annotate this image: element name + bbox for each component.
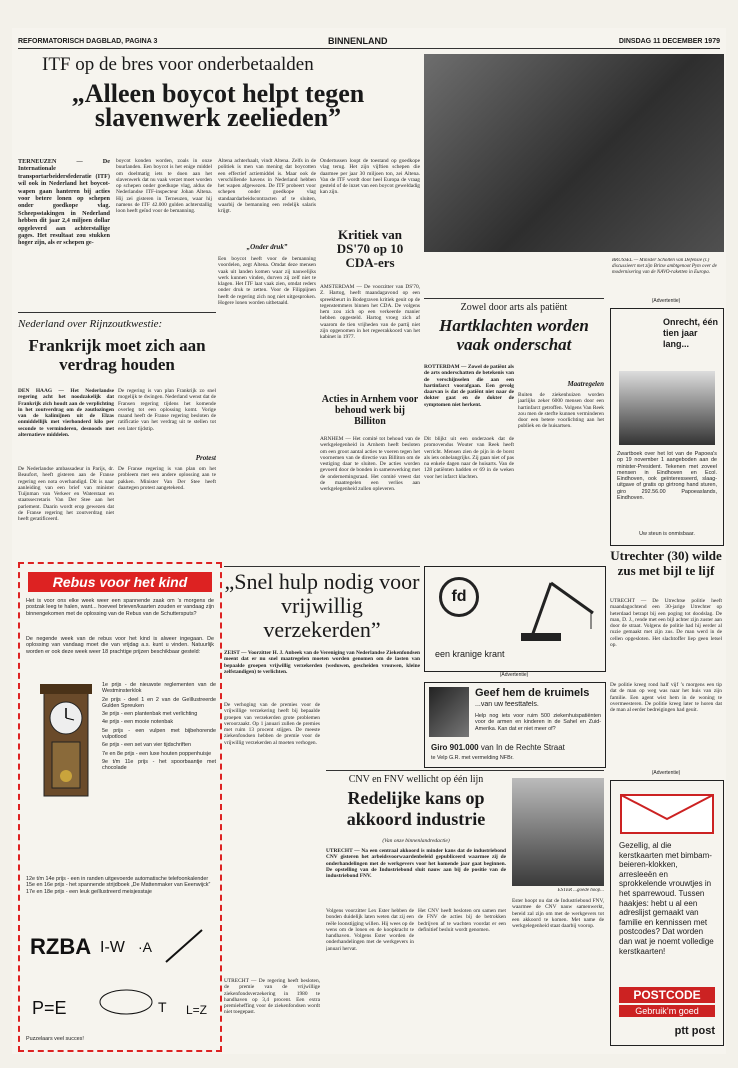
prize-item: 15e en 16e prijs - het spannende strijdboek „De Mattenmaker van Eeenwijck” <box>26 882 211 889</box>
lead-body-2: Altena achterhaalt, vindt Altena. Zelfs in de politiek is men van mening dat boycotten een effectief actiemiddel is. Maar ook de verschillende havens in Nederland hebben het wapen afgewezen. De ITF probeert voor schepen onder goedkope vlag standaardarbeidscontracten af te sluiten, waarbij de bemanning een redelijk salaris krijgt. <box>218 158 316 215</box>
cnv-headline: Redelijke kans op akkoord industrie <box>346 788 486 829</box>
snel-body: De verhoging van de premies voor de vrijwillige verzekering heeft bij bepaalde groepen van verzekerden grote problemen veroorzaakt. Op 1 januari zullen de premies met ruim 13 procent stijgen. De meeste ziekenfondsen hebben de premie voor de vrijwillig verzekerden al moeten verhogen. <box>224 702 320 746</box>
prize-item: 6e prijs - een set van vier tijdschriften <box>102 742 191 749</box>
kranige-ad-logo: fd <box>439 577 479 617</box>
kruimels-giro-number: Giro 901.000 <box>431 743 479 752</box>
cnv-body-2: Het CNV heeft besloten om samen met de FNV de acties bij de betrokken bedrijven af te wachten voordat er een definitief besluit wordt genomen. <box>418 908 506 933</box>
ministers-photo <box>424 54 724 252</box>
westminster-clock-image <box>36 684 96 804</box>
svg-text:RZBA: RZBA <box>30 934 92 959</box>
hart-body-2: Buiten de ziekenhuizen worden jaarlijks zeker 6000 mensen door een hartinfarct getroffen. Volgens Van Reek zou men de sterfte kunnen verminderen door een betere voorlichting aan het publiek en de huisartsen. <box>518 392 604 430</box>
onrecht-ad-title: Onrecht, één tien jaar lang... <box>663 317 719 349</box>
hart-body: Dit blijkt uit een onderzoek dat de promovendus Wouter van Reek heeft verricht. Mensen zien de pijn in de borst als iets onbelangrijks. Zij gaan niet of pas na enkele dagen naar de huisarts. Van de 128 patiënten hadden er 69 in de weken voor het infarct klachten. <box>424 436 514 480</box>
snel-headline: „Snel hulp nodig voor vrijwillig verzekerden” <box>224 570 420 642</box>
crane-icon <box>521 573 597 643</box>
frankrijk-body-2: De regering is van plan Frankrijk zo snel mogelijk te dwingen. Nederland wenst dat de Fransen regering tijdens het komende overleg tot een oplossing komt. Vorige maand heeft de Franse regering besloten de ratificatie van het verdrag uit te stellen tot een later tijdstip. <box>118 388 216 432</box>
hart-headline: Hartklachten worden vaak onderschat <box>439 316 589 354</box>
rebus-body: De negende week van de rebus voor het kind is alweer ingegaan. De oplossing van vandaag moet die van vrijdag a.s. kunt u vinden. Natuurlijk worden er ook deze week weer 18 prachtige prijzen beschikbaar gesteld: <box>26 636 214 655</box>
svg-text:P=E: P=E <box>32 998 67 1018</box>
prize-item: 4e prijs - een mooie notenbak <box>102 719 174 726</box>
envelope-image <box>619 789 715 835</box>
frankrijk-kicker: Nederland over Rijnzoutkwestie: <box>18 318 163 330</box>
lead-body-1: boycot konden worden, zoals in onze buurlanden. Een boycot is het enige middel om doelmatig iets te doen aan het slavenwerk dat nu vaak verzet moet worden op schepen onder goedkope vlag, aldus de Nederlandse ITF-inspecteur Johan Altena. Hij zei gisteren in Terneuzen, waar hij namens de ITF 42.000 gulden achterstallig loon heeft geïnd voor de bemanning. <box>116 158 212 215</box>
cnv-body-3: Ester hoopt nu dat de Industriebond FNV, waarmee de CNV nauw samenwerkt, bereid zal zijn om met de werkgevers tot een akkoord te komen. Met name de werkgelegenheid staat daarbij voorop. <box>512 898 604 930</box>
svg-text:·A: ·A <box>138 939 152 955</box>
cnv-intro: UTRECHT — Na een centraal akkoord is minder kans dat de industriebond CNV gisteren het arbeidsvoorwaardenbeleid gepubliceerd waarmee zij de onderhandelingen met de werkgevers voor het komende jaar gaat beginnen. De opstelling van de Industriebond sluit nauw aan bij de positie van de industriebond FNV. <box>326 848 506 880</box>
prize-item: 3e prijs - een plantenbak met verlichting <box>102 711 198 718</box>
lead-kicker: ITF op de bres voor onderbetaalden <box>42 54 314 75</box>
kruimels-ad-giro <box>431 743 601 755</box>
newspaper-page <box>12 28 726 1054</box>
ester-portrait <box>512 778 604 886</box>
kruimels-ad-body: Help nog iets voor ruim 500 ziekenhuispatiënten voor de armen en kinderen in de Sahel en Zuid-Amerika. Kan dat er niet meer of? <box>475 713 601 732</box>
onrecht-ad-footer: Uw steun is onmisbaar. <box>639 531 695 537</box>
prize-item: 7e en 8e prijs - een luxe houten poppenhuisje <box>102 750 212 757</box>
ptt-logo: ptt post <box>674 1025 715 1037</box>
kruimels-ad <box>424 682 606 768</box>
onrecht-ad <box>610 308 724 546</box>
clock-icon <box>36 684 96 804</box>
frankrijk-subhead: Protest <box>195 454 216 462</box>
frankrijk-headline: Frankrijk moet zich aan verdrag houden <box>28 336 206 374</box>
lead-body-3: Een boycot heeft voor de bemanning voordelen, zegt Altena. Omdat deze mensen vaak uit landen komen waar zij nauwelijks werk kunnen vinden, durven zij zelf niet te klagen. Het ITF laat vaak zien, omdat reders onder druk te zetten. Voor de Filippijnen heeft de regering zich nog niet uitgesproken. Hogere lonen worden uitbetaald. <box>218 256 316 307</box>
header-section: BINNENLAND <box>328 36 388 46</box>
kruimels-ad-sub: te Velp G.R. met vermelding NFBr. <box>431 755 514 761</box>
kranige-ad <box>424 566 606 672</box>
onrecht-ad-image <box>619 371 715 445</box>
cnv-kicker: CNV en FNV wellicht op één lijn <box>348 774 484 785</box>
kruimels-giro-name: van In de Rechte Straat <box>480 743 565 752</box>
postcode-ad <box>610 780 724 1046</box>
gezellig-ad-tag: (Advertentie) <box>651 770 681 776</box>
cnv-byline: (Van onze binnenlandredactie) <box>382 838 450 844</box>
snel-body-2: UTRECHT — De regering heeft besloten, de premie van de vrijwillige ziekenfondsverzekering in 1980 te handhaven op 3,4 procent. Een extra premieheffing voor de ziekenfondsen wordt niet toegepast. <box>224 978 320 1016</box>
lead-body-4: Ondertussen loopt de toestand op goedkope vlag terug. Het zijn vijftien schepen die daarmee per jaar 30 miljoen ton, zei Altena. Van de ITF wordt door heel Europa de vraag gesteld of de inzet van een boycot geweldadig kan zijn. <box>320 158 420 196</box>
rebus-footer: Puzzelaars veel succes! <box>26 1036 84 1042</box>
crane-image <box>521 573 597 643</box>
prize-item: 5e prijs - een vulpen met bijbehorende vulpotlood <box>102 727 216 741</box>
utrechter-body-2: De politie kreeg rond half vijf ’s morgens een tip dat de man op weg was naar het huis van zijn familie. Een agent wist hem in de woning te overmeesteren. De politie kreeg later te horen dat de man al eerder bedreigingen had geuit. <box>610 682 722 714</box>
kritiek-headline: Kritiek van DS'70 op 10 CDA-ers <box>336 228 404 270</box>
hart-subhead: Maatregelen <box>567 380 604 388</box>
lead-subhead: „Onder druk” <box>246 243 288 251</box>
kranige-ad-tag: (Advertentie) <box>499 672 529 678</box>
rebus-drawing-icon <box>26 922 214 1032</box>
svg-text:L=Z: L=Z <box>186 1003 208 1017</box>
kruimels-ad-image <box>429 687 469 737</box>
prize-item: 9e t/m 11e prijs - het spoorbaantje met chocolade <box>102 758 216 772</box>
prize-item: 2e prijs - deel 1 en 2 van de Geïllustreerde Gulden Spreuken <box>102 696 216 709</box>
hart-intro: ROTTERDAM — Zowel de patiënt als de arts onderschatten de betekenis van de verschijnselen die aan een hartinfarct voorafgaan. Een gevolg daarvan is dat de patiënt niet naar de dokter gaat en de dokter de symptomen niet herkent. <box>424 364 514 408</box>
kranige-ad-slogan: een kranige krant <box>435 649 505 659</box>
rebus-prize-list <box>102 682 216 872</box>
header-left: REFORMATORISCH DAGBLAD, PAGINA 3 <box>18 38 158 45</box>
onrecht-ad-tag: (Advertentie) <box>651 298 681 304</box>
postcode-logo: POSTCODE <box>619 987 715 1003</box>
kruimels-ad-subheadline: ...van uw feesttafels. <box>475 701 539 708</box>
page-header <box>18 36 720 49</box>
svg-text:T: T <box>158 999 167 1015</box>
acties-body: ARNHEM — Het comité tot behoud van de werkgelegenheid in Arnhem heeft besloten om een groot aantal acties te voeren tegen het voornemen van de directie van Billiton om de vestiging daar te sluiten. De acties worden gevoerd door de bonden in samenwerking met de ondernemingsraad. Het comité vreest dat de maatregelen een verlies aan werkgelegenheid zullen opleveren. <box>320 436 420 493</box>
kruimels-ad-headline: Geef hem de kruimels <box>475 687 590 699</box>
rebus-intro: Het is voor ons elke week weer een spannende zaak om ’s morgens de postzak leeg te halen, want... hoeveel brieven/kaarten zouden er vandaag zijn binnengekomen met de oplossing van de Rebus van de Schuttersputs? <box>26 598 214 617</box>
lead-intro: TERNEUZEN — De Internationale transportarbeidersfederatie (ITF) wil ook in Nederland het boycot-wapen gaan hanteren bij acties voor betere lonen op schepen onder goedkope vlag. Scheepsstakingen in Nederland hebben dit jaar 2,4 miljoen dollar opgeleverd aan achterstallige gages. Het resultaat zou stukken hoger zijn, als er schepen ge- <box>18 158 110 247</box>
hart-kicker: Zowel door arts als patiënt <box>460 302 568 313</box>
envelope-icon <box>619 789 715 835</box>
rebus-title: Rebus voor het kind <box>28 572 212 592</box>
prize-item: 1e prijs - de nieuwste reglementen van de Westminsterklok <box>102 682 216 695</box>
rebus-puzzle-image <box>26 922 214 1032</box>
kritiek-body: AMSTERDAM — De voorzitter van DS'70, Z. Hartog, heeft maandagavond op een spreekbeurt in Bodegraven kritiek geuit op de tegenstemmers binnen het CDA. De volgens hem zou zich op een verkeerde manier hebben opgesteld. Hartog vroeg zich af waarom de tien vrijheden van de partij niet zijn opgenomen in het regeerakkoord van het kabinet in 1977. <box>320 284 420 341</box>
frankrijk-body-3: De Franse regering is van plan om het probleem met een andere oplossing aan te pakken. Minister Van Der Stee heeft daartegen protest aangetekend. <box>118 466 216 491</box>
ester-caption: ESTER ...goede hoop... <box>557 888 604 893</box>
prize-item: 17e en 18e prijs - een leuk geïllustreerd meisjesstaje <box>26 888 152 895</box>
utrechter-body: UTRECHT — De Utrechtse politie heeft maandagochtend een 30-jarige Utrechter op heterdaad betrapt bij een poging tot doodslag. De man, D. J., rende met een bijl achter zijn zuster aan door de straat. Volgens de politie had hij eerder al ruzie gemaakt met zijn zus. De man werd in de cellen opgesloten. Het slachtoffer liep geen letsel op. <box>610 598 722 649</box>
lead-headline: „Alleen boycot helpt tegen slavenwerk zeelieden” <box>71 82 365 132</box>
onrecht-ad-body: Zwartboek over het lot van de Papoea's op 19 november 1 aangeboden aan de minister-President. Tekenen met zoveel mensen in Eindhoven en Ecol. Eindhoven, ook geïnteresseerd, slaag-uitgave of gratis op girtrong hand sturen, giro 292.56.00 Papoeaslands, Eindhoven. <box>617 451 717 502</box>
cnv-body: Volgens voorzitter Lex Ester hebben de bonden duidelijk laten weten dat zij een reële loonstijging willen. Hij wees op de wens om de lonen en de koopkracht te handhaven. Volgens Ester worden de onderhandelingen met de werkgevers in januari hervat. <box>326 908 414 952</box>
frankrijk-intro: DEN HAAG — Het Nederlandse regering acht het noodzakelijk dat Frankrijk zich houdt aan de verplichting in het zoutverdrag om de zoutlozingen van de kalimijnen uit de Elzas onmiddellijk met vierhonderd kilo per seconde te verminderen, desnoods met alternatieve middelen. <box>18 388 114 439</box>
photo-caption: BRUSSEL — Minister Scholten van Defensie (l.) discussieert met zijn Britse ambtgenoot Pym over de modernisering van de NAVO-raketten in Europa. <box>612 258 717 275</box>
postcode-slogan: Gebruik’m goed <box>619 1005 715 1017</box>
rebus-prize-list-2 <box>26 876 214 918</box>
snel-intro: ZEIST — Voorzitter H. J. Anbeek van de Vereniging van Nederlandse Ziekenfondsen meent dat er nu snel maatregelen moeten worden genomen om de lasten van bepaalde groepen vrijwillig verzekerden (weduwen, gescheiden vrouwen, kleine zelfstandigen) te verlichten. <box>224 650 420 675</box>
svg-text:I-W: I-W <box>100 939 125 956</box>
prize-item: 12e t/m 14e prijs - een in randen uitgevoerde automatische telefoonkalender <box>26 876 209 882</box>
header-date: DINSDAG 11 DECEMBER 1979 <box>618 38 720 45</box>
rebus-box <box>18 562 222 1052</box>
gezellig-ad-body: Gezellig, al die kerstkaarten met bimbam-beieren-klokken, arresleeën en sprokkelende vrouwtjes in het sparrewoud. Tussen haakjes: hebt u al een adreslijst gemaakt van familie en kennissen met postcodes? Dat worden dan wat je noemt volledige kerstkaarten! <box>619 841 714 956</box>
utrechter-headline: Utrechter (30) wilde zus met bijl te lijf <box>610 548 722 578</box>
acties-headline: Acties in Arnhem voor behoud werk bij Billiton <box>321 394 419 427</box>
frankrijk-body: De Nederlandse ambassadeur in Parijs, dr. Beaufort, heeft gisteren aan de Franse regering een nota overhandigd. Dit is naar aanleiding van een brief van minister Tuijnman van Verkeer en Waterstaat en staatssecretaris Van Der Stee aan het parlement. Daarin wordt erop gewezen dat de Franse regering het zoutverdrag niet heeft geratificeerd. <box>18 466 114 523</box>
